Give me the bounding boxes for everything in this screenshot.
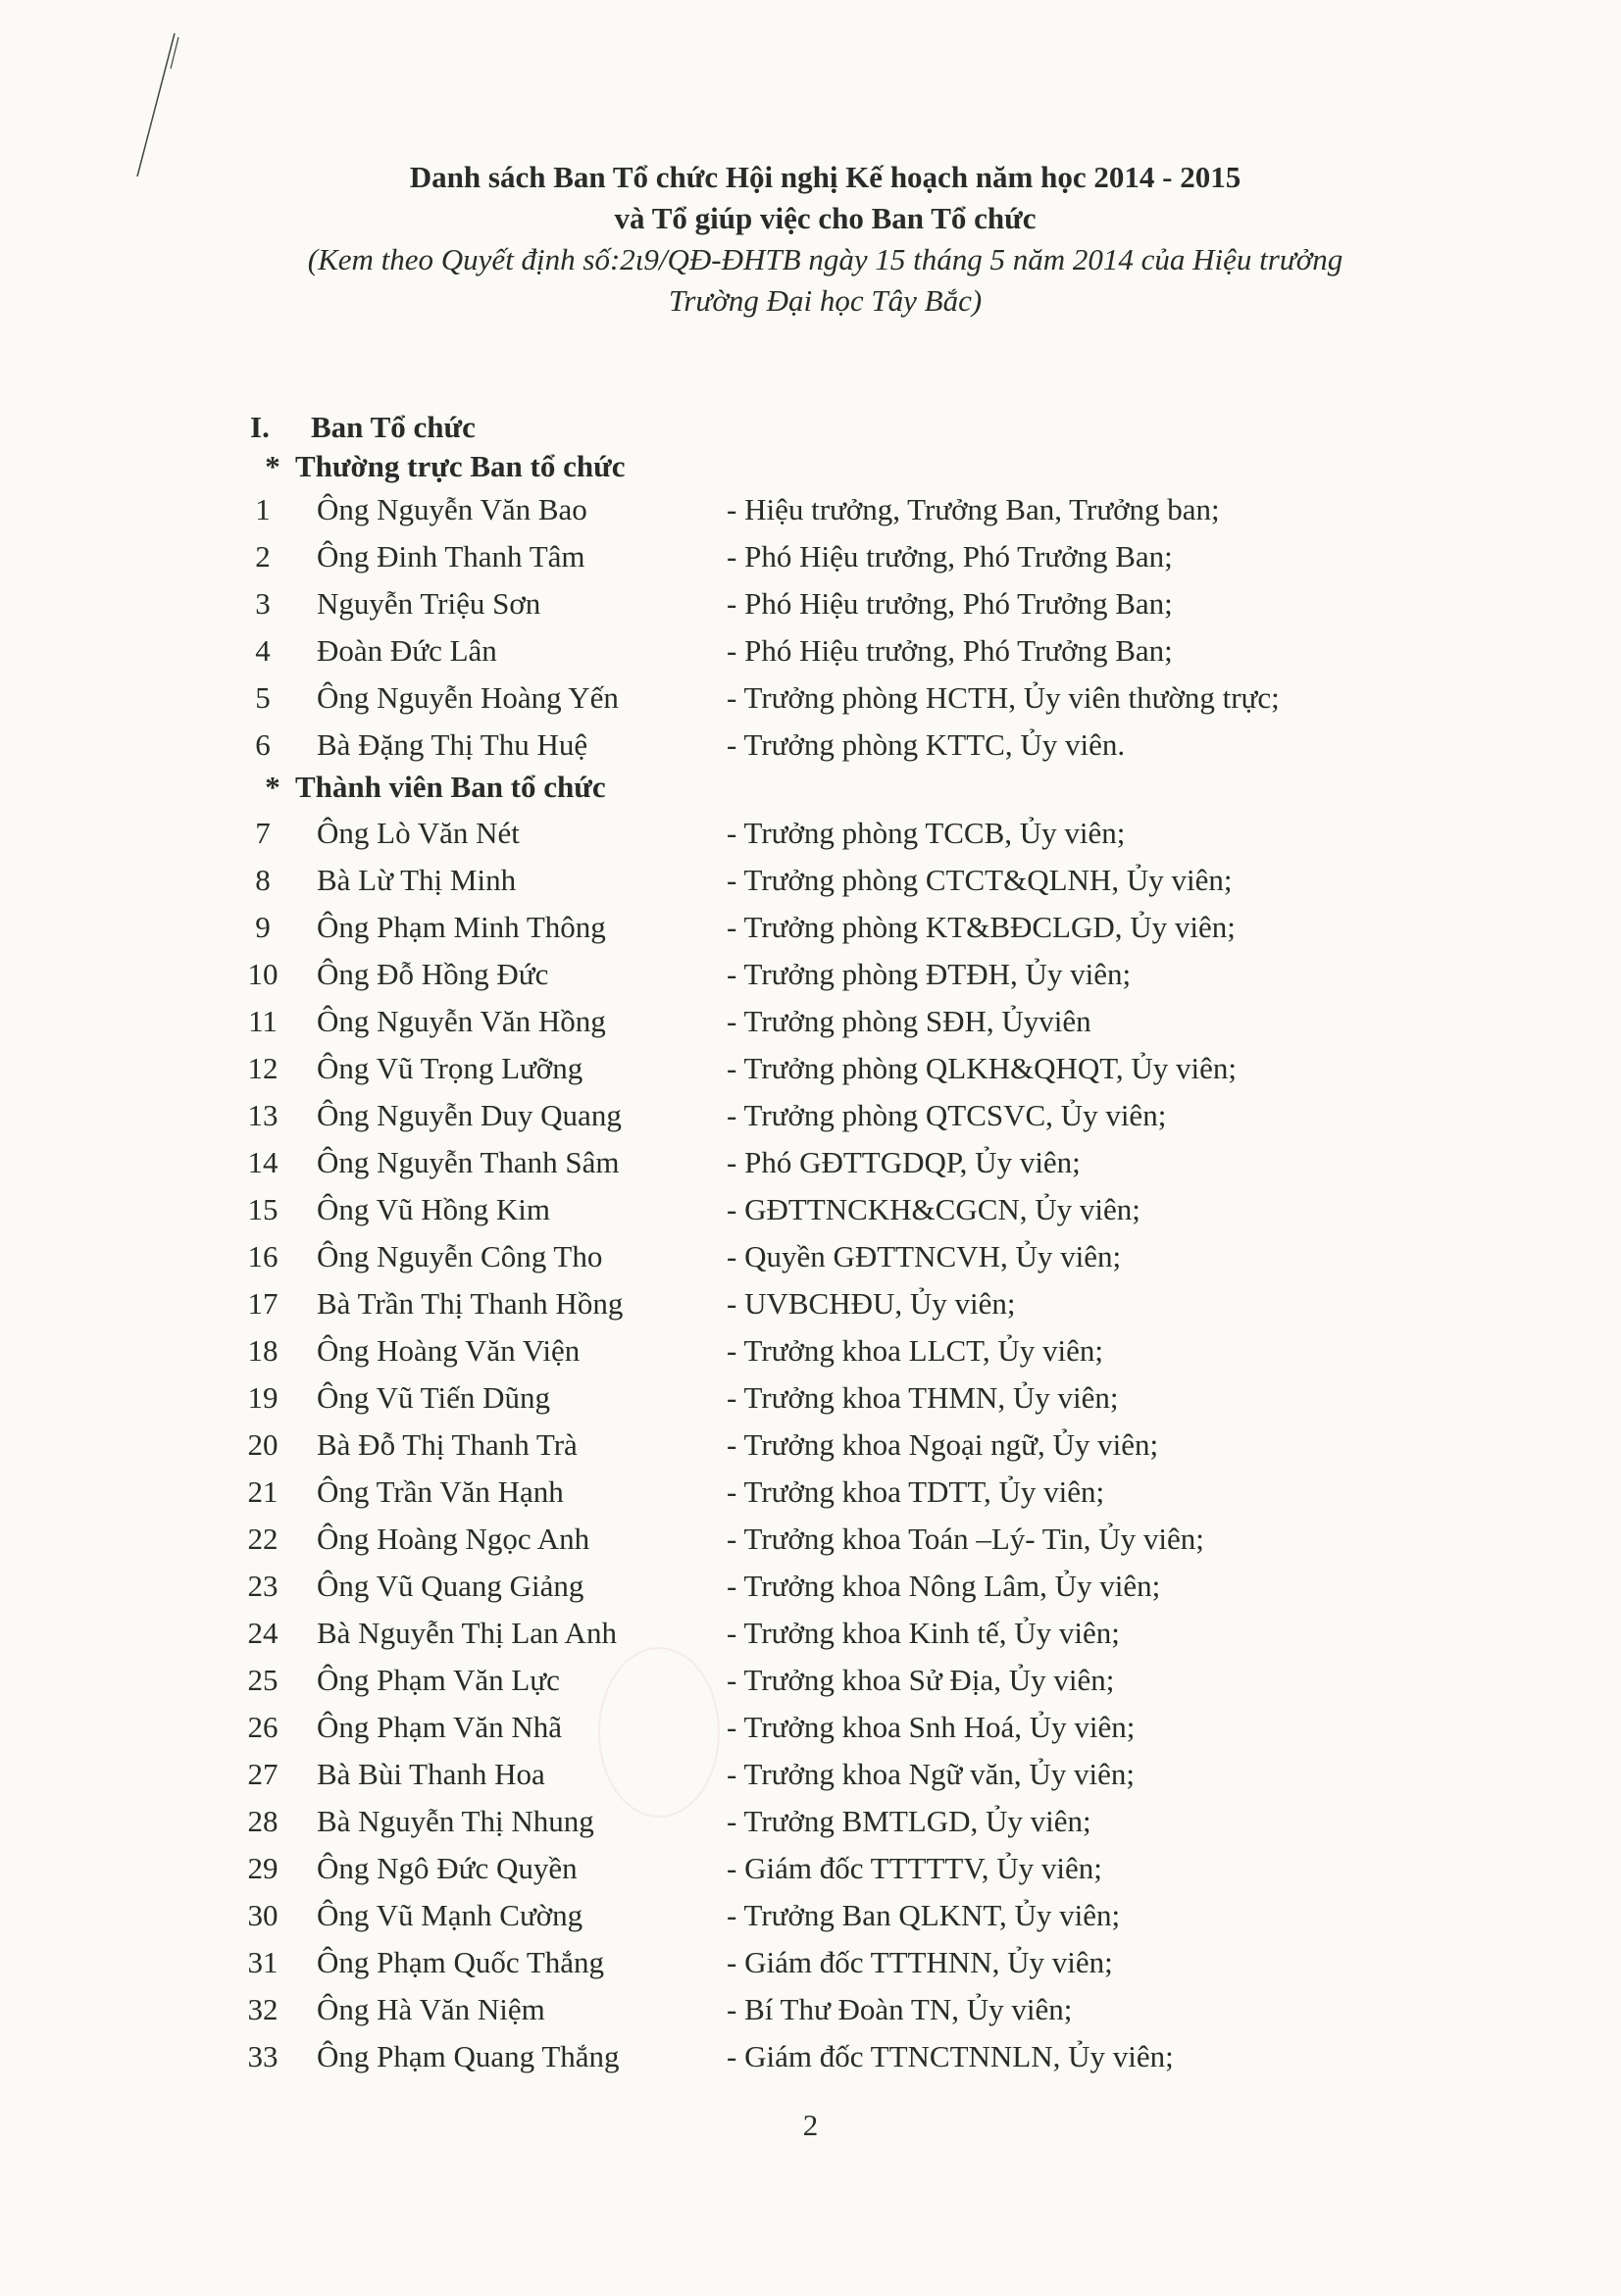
member-role: - Trưởng khoa LLCT, Ủy viên; — [727, 1333, 1103, 1368]
member-row — [243, 1610, 1420, 1657]
member-role: - Trưởng khoa Sử Địa, Ủy viên; — [727, 1663, 1115, 1697]
member-name: Ông Hoàng Văn Viện — [317, 1333, 581, 1368]
member-row — [243, 2033, 1420, 2080]
member-number: 6 — [255, 727, 271, 762]
member-number: 21 — [247, 1474, 279, 1509]
member-role: - Trưởng Ban QLKNT, Ủy viên; — [727, 1898, 1121, 1932]
member-name: Ông Hà Văn Niệm — [317, 1992, 545, 2026]
member-number: 25 — [247, 1663, 279, 1697]
member-number: 16 — [247, 1239, 279, 1273]
member-name: Bà Trần Thị Thanh Hồng — [317, 1286, 624, 1321]
member-number: 17 — [247, 1286, 279, 1321]
member-name: Ông Phạm Văn Nhã — [317, 1710, 562, 1744]
member-role: - Trưởng phòng SĐH, Ủyviên — [727, 1004, 1091, 1038]
member-number: 18 — [247, 1333, 279, 1368]
member-number: 5 — [255, 680, 271, 715]
member-name: Ông Nguyễn Công Tho — [317, 1239, 603, 1273]
member-name: Ông Nguyễn Duy Quang — [317, 1098, 622, 1132]
member-name: Ông Vũ Mạnh Cường — [317, 1898, 583, 1932]
member-number: 29 — [247, 1851, 279, 1885]
member-role: - Bí Thư Đoàn TN, Ủy viên; — [727, 1992, 1073, 2026]
member-row — [243, 486, 1420, 533]
member-row — [243, 1516, 1420, 1563]
member-name: Ông Hoàng Ngọc Anh — [317, 1522, 590, 1556]
subtitle-line-1: (Kem theo Quyết định số:2ι9/QĐ-ĐHTB ngày 15 tháng 5 năm 2014 của Hiệu trưởng — [307, 242, 1343, 276]
member-role: - Trưởng phòng KT&BĐCLGD, Ủy viên; — [727, 910, 1236, 944]
member-number: 20 — [247, 1427, 279, 1462]
member-number: 14 — [247, 1145, 279, 1179]
member-role: - Trưởng phòng ĐTĐH, Ủy viên; — [727, 957, 1132, 991]
member-row — [243, 1986, 1420, 2033]
member-role: - Trưởng khoa Nông Lâm, Ủy viên; — [727, 1569, 1161, 1603]
member-name: Đoàn Đức Lân — [317, 633, 497, 668]
member-number: 13 — [247, 1098, 279, 1132]
member-row — [243, 998, 1420, 1045]
member-role: - Giám đốc TTTTTV, Ủy viên; — [727, 1851, 1102, 1885]
member-name: Ông Trần Văn Hạnh — [317, 1474, 564, 1509]
member-row — [243, 1045, 1420, 1092]
member-role: - Trưởng khoa Snh Hoá, Ủy viên; — [727, 1710, 1136, 1744]
member-role: - Quyền GĐTTNCVH, Ủy viên; — [727, 1239, 1122, 1273]
member-name: Ông Nguyễn Văn Bao — [317, 492, 587, 526]
member-name: Ông Phạm Văn Lực — [317, 1663, 560, 1697]
member-number: 26 — [247, 1710, 279, 1744]
member-role: - Trưởng khoa Kinh tế, Ủy viên; — [727, 1616, 1120, 1650]
member-number: 27 — [247, 1757, 279, 1791]
member-row — [243, 1327, 1420, 1374]
member-row — [243, 722, 1420, 769]
section-heading — [250, 410, 476, 445]
member-name: Ông Phạm Quốc Thắng — [317, 1945, 605, 1979]
member-row — [243, 904, 1420, 951]
member-role: - Trưởng khoa THMN, Ủy viên; — [727, 1380, 1119, 1415]
member-name: Bà Đỗ Thị Thanh Trà — [317, 1427, 578, 1462]
title-line-1: Danh sách Ban Tổ chức Hội nghị Kế hoạch năm học 2014 - 2015 — [409, 160, 1241, 194]
member-role: - Trưởng BMTLGD, Ủy viên; — [727, 1804, 1091, 1838]
member-row — [243, 1280, 1420, 1327]
member-number: 3 — [255, 586, 271, 621]
member-role: - Trưởng phòng QLKH&QHQT, Ủy viên; — [727, 1051, 1238, 1085]
member-number: 22 — [247, 1522, 279, 1556]
member-number: 28 — [247, 1804, 279, 1838]
member-name: Ông Phạm Minh Thông — [317, 910, 606, 944]
member-number: 8 — [255, 863, 271, 897]
member-role: - Phó GĐTTGDQP, Ủy viên; — [727, 1145, 1081, 1179]
member-name: Ông Phạm Quang Thắng — [317, 2039, 620, 2073]
subtitle — [29, 239, 1621, 322]
member-row — [243, 1233, 1420, 1280]
member-role: - GĐTTNCKH&CGCN, Ủy viên; — [727, 1192, 1140, 1226]
member-role: - Trưởng khoa Ngoại ngữ, Ủy viên; — [727, 1427, 1159, 1462]
group-heading-members — [250, 770, 606, 805]
member-row — [243, 1092, 1420, 1139]
member-number: 11 — [248, 1004, 278, 1038]
member-number: 10 — [247, 957, 279, 991]
member-name: Ông Vũ Trọng Lưỡng — [317, 1051, 583, 1085]
member-name: Bà Nguyễn Thị Nhung — [317, 1804, 594, 1838]
member-name: Bà Nguyễn Thị Lan Anh — [317, 1616, 617, 1650]
member-role: - Trưởng phòng TCCB, Ủy viên; — [727, 816, 1126, 850]
member-name: Ông Vũ Tiến Dũng — [317, 1380, 551, 1415]
member-number: 32 — [247, 1992, 279, 2026]
member-name: Ông Lò Văn Nét — [317, 816, 520, 850]
member-name: Bà Bùi Thanh Hoa — [317, 1757, 545, 1791]
member-name: Ông Nguyễn Văn Hồng — [317, 1004, 606, 1038]
page-number: 2 — [802, 2108, 819, 2142]
member-role: - Phó Hiệu trưởng, Phó Trưởng Ban; — [727, 586, 1173, 621]
document-header — [0, 157, 1621, 322]
member-role: - Trưởng khoa TDTT, Ủy viên; — [727, 1474, 1105, 1509]
member-row — [243, 1704, 1420, 1751]
member-name: Ông Đỗ Hồng Đức — [317, 957, 549, 991]
member-row — [243, 810, 1420, 857]
member-row — [243, 1469, 1420, 1516]
member-role: - Trưởng phòng QTCSVC, Ủy viên; — [727, 1098, 1167, 1132]
member-name: Ông Nguyễn Thanh Sâm — [317, 1145, 620, 1179]
group-title: Thành viên Ban tổ chức — [295, 770, 606, 804]
member-number: 2 — [255, 539, 271, 574]
member-number: 4 — [255, 633, 271, 668]
member-name: Ông Vũ Hồng Kim — [317, 1192, 550, 1226]
member-role: - Trưởng phòng CTCT&QLNH, Ủy viên; — [727, 863, 1233, 897]
subtitle-line-2: Trường Đại học Tây Bắc) — [668, 283, 983, 318]
bullet-star: * — [265, 449, 280, 483]
member-row — [243, 580, 1420, 627]
member-row — [243, 1798, 1420, 1845]
member-role: - Giám đốc TTNCTNNLN, Ủy viên; — [727, 2039, 1174, 2073]
member-row — [243, 533, 1420, 580]
member-role: - Trưởng phòng HCTH, Ủy viên thường trực; — [727, 680, 1280, 715]
member-row — [243, 1939, 1420, 1986]
member-number: 19 — [247, 1380, 279, 1415]
member-row — [243, 857, 1420, 904]
member-number: 33 — [247, 2039, 279, 2073]
member-row — [243, 1422, 1420, 1469]
member-name: Ông Ngô Đức Quyền — [317, 1851, 578, 1885]
member-name: Ông Đinh Thanh Tâm — [317, 539, 585, 574]
member-name: Ông Vũ Quang Giảng — [317, 1569, 584, 1603]
member-role: - Trưởng khoa Toán –Lý- Tin, Ủy viên; — [727, 1522, 1204, 1556]
title-line-2: và Tổ giúp việc cho Ban Tổ chức — [614, 201, 1037, 235]
section-number: I. — [250, 410, 270, 444]
member-role: - Phó Hiệu trưởng, Phó Trưởng Ban; — [727, 539, 1173, 574]
member-name: Bà Lừ Thị Minh — [317, 863, 517, 897]
member-row — [243, 1374, 1420, 1422]
member-row — [243, 674, 1420, 722]
member-role: - UVBCHĐU, Ủy viên; — [727, 1286, 1016, 1321]
member-row — [243, 1845, 1420, 1892]
member-role: - Giám đốc TTTHNN, Ủy viên; — [727, 1945, 1113, 1979]
bullet-star: * — [265, 770, 280, 804]
member-role: - Trưởng khoa Ngữ văn, Ủy viên; — [727, 1757, 1135, 1791]
section-title: Ban Tổ chức — [311, 410, 476, 444]
member-row — [243, 1657, 1420, 1704]
group-heading-standing — [250, 449, 625, 484]
group-title: Thường trực Ban tổ chức — [295, 449, 626, 483]
member-number: 9 — [255, 910, 271, 944]
member-row — [243, 627, 1420, 674]
member-role: - Trưởng phòng KTTC, Ủy viên. — [727, 727, 1126, 762]
member-row — [243, 1892, 1420, 1939]
member-number: 15 — [247, 1192, 279, 1226]
member-row — [243, 1186, 1420, 1233]
member-row — [243, 951, 1420, 998]
member-name: Nguyễn Triệu Sơn — [317, 586, 541, 621]
member-number: 23 — [247, 1569, 279, 1603]
member-role: - Hiệu trưởng, Trưởng Ban, Trưởng ban; — [727, 492, 1220, 526]
member-row — [243, 1563, 1420, 1610]
member-name: Ông Nguyễn Hoàng Yến — [317, 680, 619, 715]
member-number: 1 — [255, 492, 271, 526]
member-number: 12 — [247, 1051, 279, 1085]
member-name: Bà Đặng Thị Thu Huệ — [317, 727, 588, 762]
member-number: 24 — [247, 1616, 279, 1650]
member-number: 7 — [255, 816, 271, 850]
member-number: 30 — [247, 1898, 279, 1932]
member-row — [243, 1751, 1420, 1798]
member-row — [243, 1139, 1420, 1186]
member-role: - Phó Hiệu trưởng, Phó Trưởng Ban; — [727, 633, 1173, 668]
member-number: 31 — [247, 1945, 279, 1979]
